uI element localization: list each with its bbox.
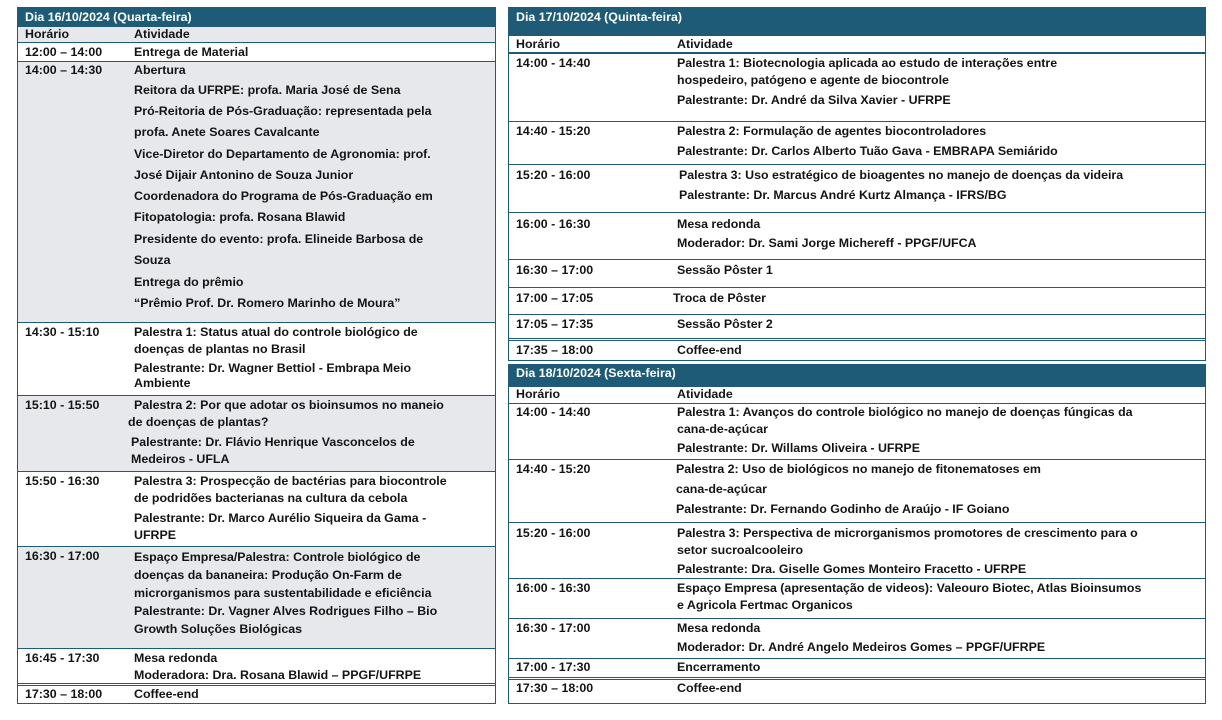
row-activity-line: Espaço Empresa/Palestra: Controle biológico de: [134, 550, 421, 564]
row-time: 15:10 - 15:50: [25, 398, 100, 412]
row-time: 17:00 – 17:05: [516, 291, 594, 305]
day2-header-text: Dia 17/10/2024 (Quinta-feira): [516, 10, 682, 24]
day2-header: [509, 8, 1205, 36]
row-activity-line: Palestra 1: Avanços do controle biológico no manejo de doenças fúngicas da: [677, 405, 1133, 419]
row-activity-line: Mesa redonda: [677, 621, 761, 635]
table-row: [509, 341, 1205, 363]
row-time: 17:35 – 18:00: [516, 343, 594, 357]
table-row: [18, 649, 495, 686]
row-activity-line: Coordenadora do Programa de Pós-Graduação em: [134, 189, 433, 203]
row-time: 14:30 - 15:10: [25, 325, 100, 339]
row-activity-line: Abertura: [134, 63, 186, 77]
row-time: 14:40 - 15:20: [516, 462, 591, 476]
row-time: 16:45 - 17:30: [25, 651, 100, 665]
row-activity-line: Palestra 3: Perspectiva de microrganismos promotores de crescimento para o: [677, 526, 1138, 540]
day3-schedule-table: [508, 364, 1206, 704]
day1-column-header: [18, 27, 495, 43]
row-activity-line: Mesa redonda: [134, 651, 218, 665]
row-activity-line: cana-de-açúcar: [676, 482, 767, 496]
row-activity-line: Palestra 2: Por que adotar os bioinsumos no maneio: [134, 398, 444, 412]
table-row: [509, 404, 1205, 460]
day3-column-header: [509, 387, 1205, 404]
activity-column-label: Atividade: [677, 387, 733, 401]
table-row: [509, 619, 1205, 659]
row-activity-line: Palestra 1: Status atual do controle biológico de: [134, 325, 418, 339]
table-row: [509, 315, 1205, 341]
row-activity-line: Entrega do prêmio: [134, 275, 244, 289]
table-row: [18, 472, 495, 547]
row-time: 16:00 - 16:30: [516, 217, 591, 231]
row-activity-line: “Prêmio Prof. Dr. Romero Marinho de Moura”: [134, 296, 401, 310]
row-activity-line: Palestrante: Dr. Flávio Henrique Vasconcelos de: [131, 435, 415, 449]
row-time: 17:05 – 17:35: [516, 317, 594, 331]
row-activity-line: Troca de Pôster: [673, 291, 766, 305]
row-activity-line: Vice-Diretor do Departamento de Agronomia: prof.: [134, 147, 431, 161]
row-time: 14:00 - 14:40: [516, 405, 591, 419]
day2-column-header: [509, 36, 1205, 54]
row-time: 14:00 - 14:40: [516, 56, 591, 70]
table-row: [18, 323, 495, 396]
row-time: 15:20 - 16:00: [516, 526, 591, 540]
row-activity-line: Palestrante: Dr. Vagner Alves Rodrigues Filho – Bio: [134, 604, 438, 618]
time-column-label: Horário: [516, 37, 561, 51]
row-time: 15:50 - 16:30: [25, 474, 100, 488]
row-activity-line: Ambiente: [134, 376, 191, 390]
row-activity-line: Fitopatologia: profa. Rosana Blawid: [134, 210, 346, 224]
row-activity-line: Entrega de Material: [134, 45, 249, 59]
row-activity-line: Sessão Pôster 2: [677, 317, 773, 331]
row-time: 17:30 – 18:00: [516, 681, 594, 695]
row-activity-line: profa. Anete Soares Cavalcante: [134, 125, 320, 139]
table-row: [18, 396, 495, 472]
row-time: 14:40 - 15:20: [516, 124, 591, 138]
row-activity-line: Palestra 1: Biotecnologia aplicada ao estudo de interações entre: [677, 56, 1058, 70]
row-activity-line: Palestrante: Dra. Giselle Gomes Monteiro Fracetto - UFRPE: [677, 562, 1027, 576]
table-row: [18, 62, 495, 323]
row-activity-line: UFRPE: [134, 528, 176, 542]
day3-header-text: Dia 18/10/2024 (Sexta-feira): [516, 366, 676, 380]
row-activity-line: Palestrante: Dr. Willams Oliveira - UFRPE: [677, 441, 920, 455]
row-activity-line: Coffee-end: [677, 681, 742, 695]
table-row: [509, 260, 1205, 288]
activity-column-label: Atividade: [677, 37, 733, 51]
row-activity-line: de podridões bacterianas na cultura da cebola: [134, 491, 408, 505]
row-activity-line: Palestrante: Dr. Carlos Alberto Tuão Gava - EMBRAPA Semiárido: [677, 144, 1058, 158]
day1-schedule-table: [17, 7, 496, 704]
row-activity-line: José Dijair Antonino de Souza Junior: [134, 168, 354, 182]
row-activity-line: Palestrante: Dr. Marco Aurélio Siqueira da Gama -: [134, 511, 427, 525]
row-activity-line: Moderador: Dr. André Angelo Medeiros Gomes – PPGF/UFRPE: [677, 640, 1046, 654]
table-row: [509, 122, 1205, 165]
row-time: 17:30 – 18:00: [25, 687, 103, 701]
row-time: 15:20 - 16:00: [516, 168, 591, 182]
row-activity-line: Growth Soluções Biológicas: [134, 622, 302, 636]
table-row: [509, 288, 1205, 315]
table-row: [509, 523, 1205, 579]
row-time: 16:00 - 16:30: [516, 581, 591, 595]
table-row: [18, 547, 495, 649]
table-row: [509, 680, 1205, 701]
row-activity-line: Mesa redonda: [677, 217, 761, 231]
row-activity-line: Moderadora: Dra. Rosana Blawid – PPGF/UFRPE: [134, 668, 422, 682]
row-activity-line: Encerramento: [677, 660, 761, 674]
table-row: [509, 54, 1205, 122]
day1-header: [18, 8, 495, 27]
row-activity-line: Medeiros - UFLA: [131, 452, 230, 466]
row-activity-line: setor sucroalcooleiro: [677, 543, 804, 557]
row-activity-line: Palestrante: Dr. Marcus André Kurtz Almança - IFRS/BG: [679, 188, 1007, 202]
row-activity-line: e Agricola Fertmac Organicos: [677, 598, 853, 612]
row-activity-line: Presidente do evento: profa. Elineide Barbosa de: [134, 232, 424, 246]
row-activity-line: doenças da bananeira: Produção On-Farm de: [134, 568, 402, 582]
table-row: [509, 579, 1205, 619]
row-activity-line: cana-de-açúcar: [677, 422, 768, 436]
row-activity-line: Coffee-end: [677, 343, 742, 357]
table-row: [18, 686, 495, 704]
row-time: 16:30 – 17:00: [516, 263, 594, 277]
row-time: 12:00 – 14:00: [25, 45, 103, 59]
row-time: 17:00 - 17:30: [516, 660, 591, 674]
row-activity-line: doenças de plantas no Brasil: [134, 342, 306, 356]
row-activity-line: Palestra 2: Uso de biológicos no manejo de fitonematoses em: [676, 462, 1041, 476]
row-activity-line: Souza: [134, 253, 171, 267]
row-activity-line: Pró-Reitoria de Pós-Graduação: representada pela: [134, 104, 432, 118]
row-activity-line: de doenças de plantas?: [128, 415, 269, 429]
row-time: 16:30 - 17:00: [516, 621, 591, 635]
day2-schedule-table: [508, 7, 1206, 361]
row-activity-line: Moderador: Dr. Sami Jorge Michereff - PPGF/UFCA: [677, 236, 977, 250]
row-time: 16:30 - 17:00: [25, 549, 100, 563]
table-row: [509, 165, 1205, 213]
row-activity-line: Espaço Empresa (apresentação de videos): Valeouro Biotec, Atlas Bioinsumos: [677, 581, 1142, 595]
row-activity-line: Palestrante: Dr. André da Silva Xavier - UFRPE: [677, 93, 951, 107]
row-activity-line: Palestra 3: Uso estratégico de bioagentes no manejo de doenças da videira: [679, 168, 1124, 182]
row-activity-line: Reitora da UFRPE: profa. Maria José de Sena: [134, 83, 401, 97]
day3-header: [509, 365, 1205, 387]
row-activity-line: microrganismos para sustentabilidade e eficiência: [134, 586, 432, 600]
activity-column-label: Atividade: [134, 27, 190, 41]
row-activity-line: Palestra 2: Formulação de agentes biocontroladores: [677, 124, 987, 138]
time-column-label: Horário: [25, 27, 70, 41]
table-row: [509, 460, 1205, 523]
day1-header-text: Dia 16/10/2024 (Quarta-feira): [25, 10, 192, 24]
time-column-label: Horário: [516, 387, 561, 401]
row-activity-line: Palestrante: Dr. Fernando Godinho de Araújo - IF Goiano: [676, 502, 1010, 516]
table-row: [509, 213, 1205, 260]
row-activity-line: hospedeiro, patógeno e agente de biocontrole: [677, 73, 949, 87]
row-activity-line: Palestrante: Dr. Wagner Bettiol - Embrapa Meio: [134, 361, 412, 375]
row-activity-line: Coffee-end: [134, 687, 199, 701]
row-activity-line: Sessão Pôster 1: [677, 263, 773, 277]
row-activity-line: Palestra 3: Prospecção de bactérias para biocontrole: [134, 474, 447, 488]
row-time: 14:00 – 14:30: [25, 63, 103, 77]
table-row: [18, 43, 495, 62]
table-row: [509, 659, 1205, 680]
